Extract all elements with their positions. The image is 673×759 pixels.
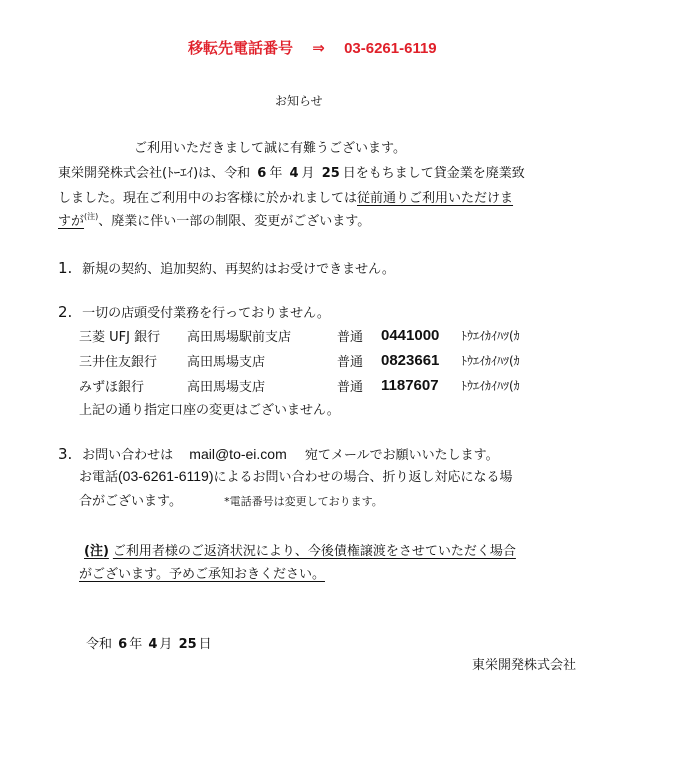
bank-name: みずほ銀行 — [79, 380, 145, 395]
phone-change-note: *電話番号は変更しております。 — [224, 495, 383, 508]
item-text: お電話 — [79, 470, 119, 485]
account-number: 0441000 — [381, 327, 440, 344]
date-text: 日 — [198, 637, 212, 652]
date-year: 6 — [118, 637, 128, 652]
page-title: お知らせ — [275, 94, 323, 108]
intro-line-4 — [58, 210, 370, 229]
intro-text: 日をもちまして貸金業を廃業致 — [342, 166, 525, 181]
intro-text: 年 — [269, 166, 283, 181]
bank-account-row — [79, 323, 520, 348]
footnote-ref: (注) — [84, 212, 99, 221]
contact-phone: (03-6261-6119) — [118, 468, 214, 484]
branch-name: 高田馬場支店 — [187, 380, 266, 395]
date-text: 月 — [159, 637, 173, 652]
intro-underlined-text: 従前通りご利用いただけま — [357, 191, 514, 206]
date-text: 年 — [129, 637, 143, 652]
item-number: 2. — [58, 303, 73, 321]
footnote-mark: (注) — [84, 544, 109, 559]
account-type: 普通 — [337, 330, 364, 345]
item-number: 1. — [58, 259, 73, 277]
item-text: 一切の店頭受付業務を行っておりません。 — [82, 306, 330, 321]
intro-line-1: ご利用いただきまして誠に有難うございます。 — [134, 141, 406, 156]
bank-name: 三井住友銀行 — [79, 355, 158, 370]
footnote-line-2 — [79, 563, 325, 582]
account-number: 0823661 — [381, 352, 440, 369]
relocation-phone-number: 03-6261-6119 — [344, 40, 437, 57]
item-number: 3. — [58, 445, 73, 463]
item-text: 宛てメールでお願いいたします。 — [304, 448, 499, 463]
intro-text: 東栄開発株式会社(ﾄｰｴｲ)は、令和 — [58, 166, 251, 181]
item-3-phone-line-2 — [79, 490, 383, 509]
intro-line-3 — [58, 187, 513, 206]
relocation-phone-label: 移転先電話番号 — [188, 39, 294, 57]
item-text: 新規の契約、追加契約、再契約はお受けできません。 — [82, 262, 395, 277]
intro-month: 4 — [289, 166, 299, 181]
intro-text: 、廃業に伴い一部の制限、変更がございます。 — [98, 214, 371, 229]
date-era: 令和 — [86, 637, 113, 652]
account-type: 普通 — [337, 380, 364, 395]
notice-date — [86, 633, 212, 652]
footnote-line-1 — [84, 540, 516, 559]
arrow-icon: ⇒ — [312, 39, 325, 57]
contact-email[interactable]: mail@to-ei.com — [189, 446, 287, 462]
item-text: によるお問い合わせの場合、折り返し対応になる場 — [213, 470, 513, 485]
item-3-phone-line — [79, 466, 513, 485]
bank-account-list — [79, 323, 520, 398]
item-text: 合がございます。 — [79, 494, 182, 509]
relocation-phone-header — [188, 37, 437, 58]
intro-year: 6 — [257, 166, 267, 181]
account-number: 1187607 — [381, 377, 439, 394]
footnote-text: がございます。予めご承知おきください。 — [79, 567, 325, 582]
item-2 — [58, 302, 330, 321]
intro-text: しました。現在ご利用中のお客様に於かれましては — [58, 191, 358, 206]
intro-text: 月 — [301, 166, 315, 181]
account-note: 上記の通り指定口座の変更はございません。 — [79, 403, 340, 418]
account-type: 普通 — [337, 355, 364, 370]
intro-line-2 — [58, 162, 525, 181]
account-holder: ﾄｳｴｲｶｲﾊﾂ(ｶ — [461, 329, 520, 343]
bank-account-row — [79, 373, 520, 398]
branch-name: 高田馬場駅前支店 — [187, 330, 292, 345]
footnote-text: ご利用者様のご返済状況により、今後債権譲渡をさせていただく場合 — [112, 544, 516, 559]
bank-name: 三菱 UFJ 銀行 — [79, 330, 161, 345]
intro-day: 25 — [321, 166, 340, 181]
item-3 — [58, 444, 499, 463]
account-holder: ﾄｳｴｲｶｲﾊﾂ(ｶ — [461, 354, 520, 368]
bank-account-row — [79, 348, 520, 373]
company-name: 東栄開発株式会社 — [472, 658, 577, 673]
item-text: お問い合わせは — [82, 448, 174, 463]
intro-underlined-text: すが — [58, 214, 85, 229]
date-month: 4 — [148, 637, 158, 652]
item-1 — [58, 258, 395, 277]
date-day: 25 — [178, 637, 197, 652]
branch-name: 高田馬場支店 — [187, 355, 266, 370]
account-holder: ﾄｳｴｲｶｲﾊﾂ(ｶ — [461, 379, 520, 393]
